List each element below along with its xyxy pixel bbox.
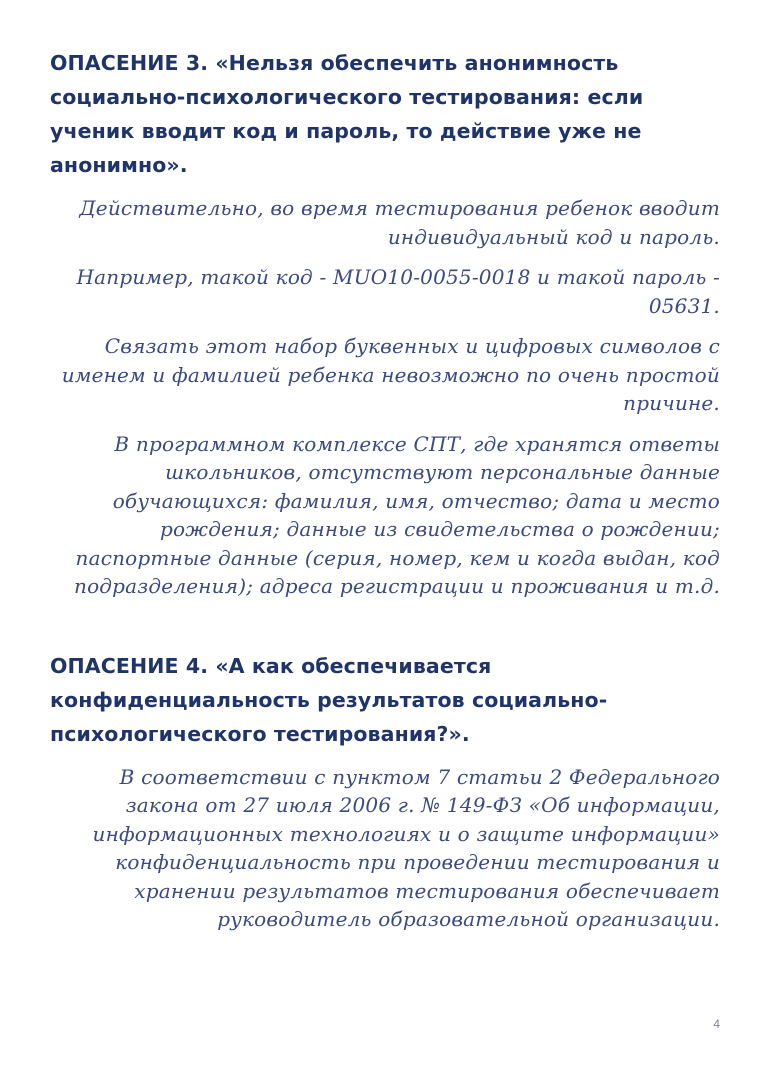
section-3-paragraph-4: В программном комплексе СПТ, где хранятся ответы школьников, отсутствуют персональные данные обучающихся: фамилия, имя, отчество; дата и место рождения; данные из свидетельства о рождении; паспортные данные (серия, номер, кем и когда выдан, код подразделения); адреса регистрации и проживания и т.д. <box>73 431 720 598</box>
section-3-paragraph-1: Действительно, во время тестирования ребенок вводит индивидуальный код и пароль. <box>79 196 720 249</box>
section-3-paragraph-2: Например, такой код - MUO10-0055-0018 и такой пароль - 05631. <box>76 265 720 318</box>
section-4-heading: ОПАСЕНИЕ 4. «А как обеспечивается конфиденциальность результатов социально-психологического тестирования?». <box>50 653 608 746</box>
page-number: 4 <box>713 1017 720 1031</box>
section-3-body <box>50 194 720 601</box>
section-3-paragraph-3: Связать этот набор буквенных и цифровых символов с именем и фамилией ребенка невозможно по очень простой причине. <box>61 334 720 415</box>
section-3-heading: ОПАСЕНИЕ 3. «Нельзя обеспечить анонимность социально-психологического тестирования: если ученик вводит код и пароль, то действие уже не анонимно». <box>50 51 644 177</box>
section-4-body <box>50 763 720 934</box>
section-4-paragraph-1: В соответствии с пунктом 7 статьи 2 Федерального закона от 27 июля 2006 г. № 149-ФЗ «Об информации, информационных технологиях и о защите информации» конфиденциальность при проведении тестирования и хранении результатов тестирования обеспечивает руководитель образовательной организации. <box>92 764 720 931</box>
